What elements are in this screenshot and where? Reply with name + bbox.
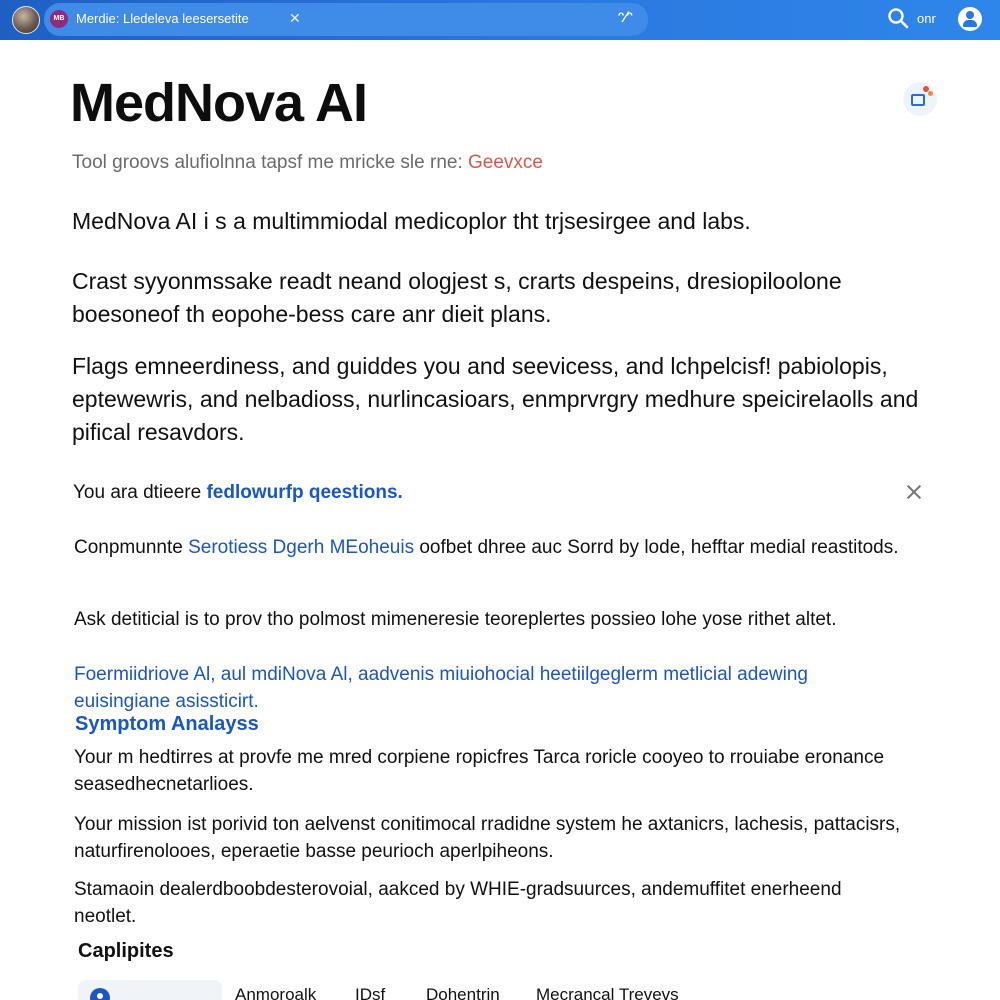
followups-banner: [60, 472, 940, 522]
followups-text: [73, 482, 403, 504]
symptom-text: Your m hedtirres at provfe me mred corpiene ropicfres Tarca roricle cooyeo to rrouiabe eronance seasedhecnetarlioes.: [74, 747, 885, 795]
capabilities-heading: Caplipites: [78, 940, 174, 962]
capability-column[interactable]: Dohentrin: [426, 985, 500, 1000]
tagline: [72, 152, 543, 174]
standards-text: Stamaoin dealerdboobdesterovoial, aakced by WHIE-gradsuurces, andemuffitet enerheend neotlet.: [74, 879, 842, 927]
guidance-paragraph: Flags emneerdiness, and guiddes you and seevicess, and lchpelcisf! pabiolopis, eptewewris, and nelbadioss, nurlincasioars, enmprvrgry medhure speicirelaolls and pifical resavdors.: [72, 353, 919, 445]
user-label[interactable]: onr: [917, 11, 936, 26]
capabilities-row: [78, 980, 938, 1000]
formative-text: Foermiidriove Al, aul mdiNova Al, aadvenis miuiohocial heetiilgeglerm metlicial adewing euisingiane asissticirt.: [74, 664, 808, 712]
section-heading-symptom: Symptom Analayss: [75, 713, 259, 735]
share-icon-dot: [928, 91, 933, 96]
overview-rest: oofbet dhree auc Sorrd by lode, hefftar medial reastitods.: [414, 537, 899, 558]
search-icon[interactable]: [886, 6, 910, 30]
overview-link[interactable]: Serotiess Dgerh MEoheuis: [188, 537, 415, 558]
overview-prefix: Conpmunnte: [74, 537, 189, 558]
close-icon[interactable]: [903, 481, 925, 503]
info-icon: [90, 988, 110, 1000]
capability-column[interactable]: Anmoroalk: [235, 985, 317, 1000]
profile-avatar[interactable]: [12, 6, 40, 34]
capabilities-chip[interactable]: [78, 980, 222, 1000]
browser-top-bar: [0, 0, 1000, 40]
page-title: MedNova AI: [70, 73, 368, 133]
account-icon[interactable]: [958, 7, 982, 31]
features-paragraph: Crast syyonmssake readt neand ologjest s, crarts despeins, dresiopiloolone boesoneof th eopohe-bess care anr dieit plans.: [72, 268, 842, 327]
tab-favicon: MB: [50, 10, 68, 28]
followups-link[interactable]: fedlowurfp qeestions.: [206, 482, 403, 503]
tagline-text: Tool groovs alufiolnna tapsf me mricke sle rne:: [72, 152, 469, 173]
tab-title: Merdie: Lledeleva leesersetite: [76, 11, 249, 26]
capability-column[interactable]: IDsf: [355, 985, 386, 1000]
share-button[interactable]: [903, 82, 937, 116]
tab-close-icon[interactable]: ✕: [289, 10, 301, 26]
tab-tool-icon[interactable]: ᵔ∕ᵔ: [618, 9, 633, 26]
ask-text: Ask detiticial is to prov tho polmost mimeneresie teoreplertes possieo lohe yose rithet altet.: [74, 609, 837, 630]
followups-prefix: You ara dtieere: [73, 482, 207, 503]
tagline-accent: Geevxce: [468, 152, 543, 173]
mission-text: Your mission ist porivid ton aelvenst conitimocal rradidne system he axtanicrs, lachesis, pattacisrs, naturfirenolooes, eperaetie basse peurioch aperlpiheons.: [74, 814, 901, 862]
capability-column[interactable]: Mecrancal Trevevs: [536, 985, 679, 1000]
browser-tab[interactable]: [44, 3, 648, 36]
intro-paragraph: MedNova AI i s a multimmiodal medicoplor tht trjsesirgee and labs.: [72, 208, 751, 234]
overview-text: [74, 534, 904, 561]
share-icon: [911, 94, 925, 106]
